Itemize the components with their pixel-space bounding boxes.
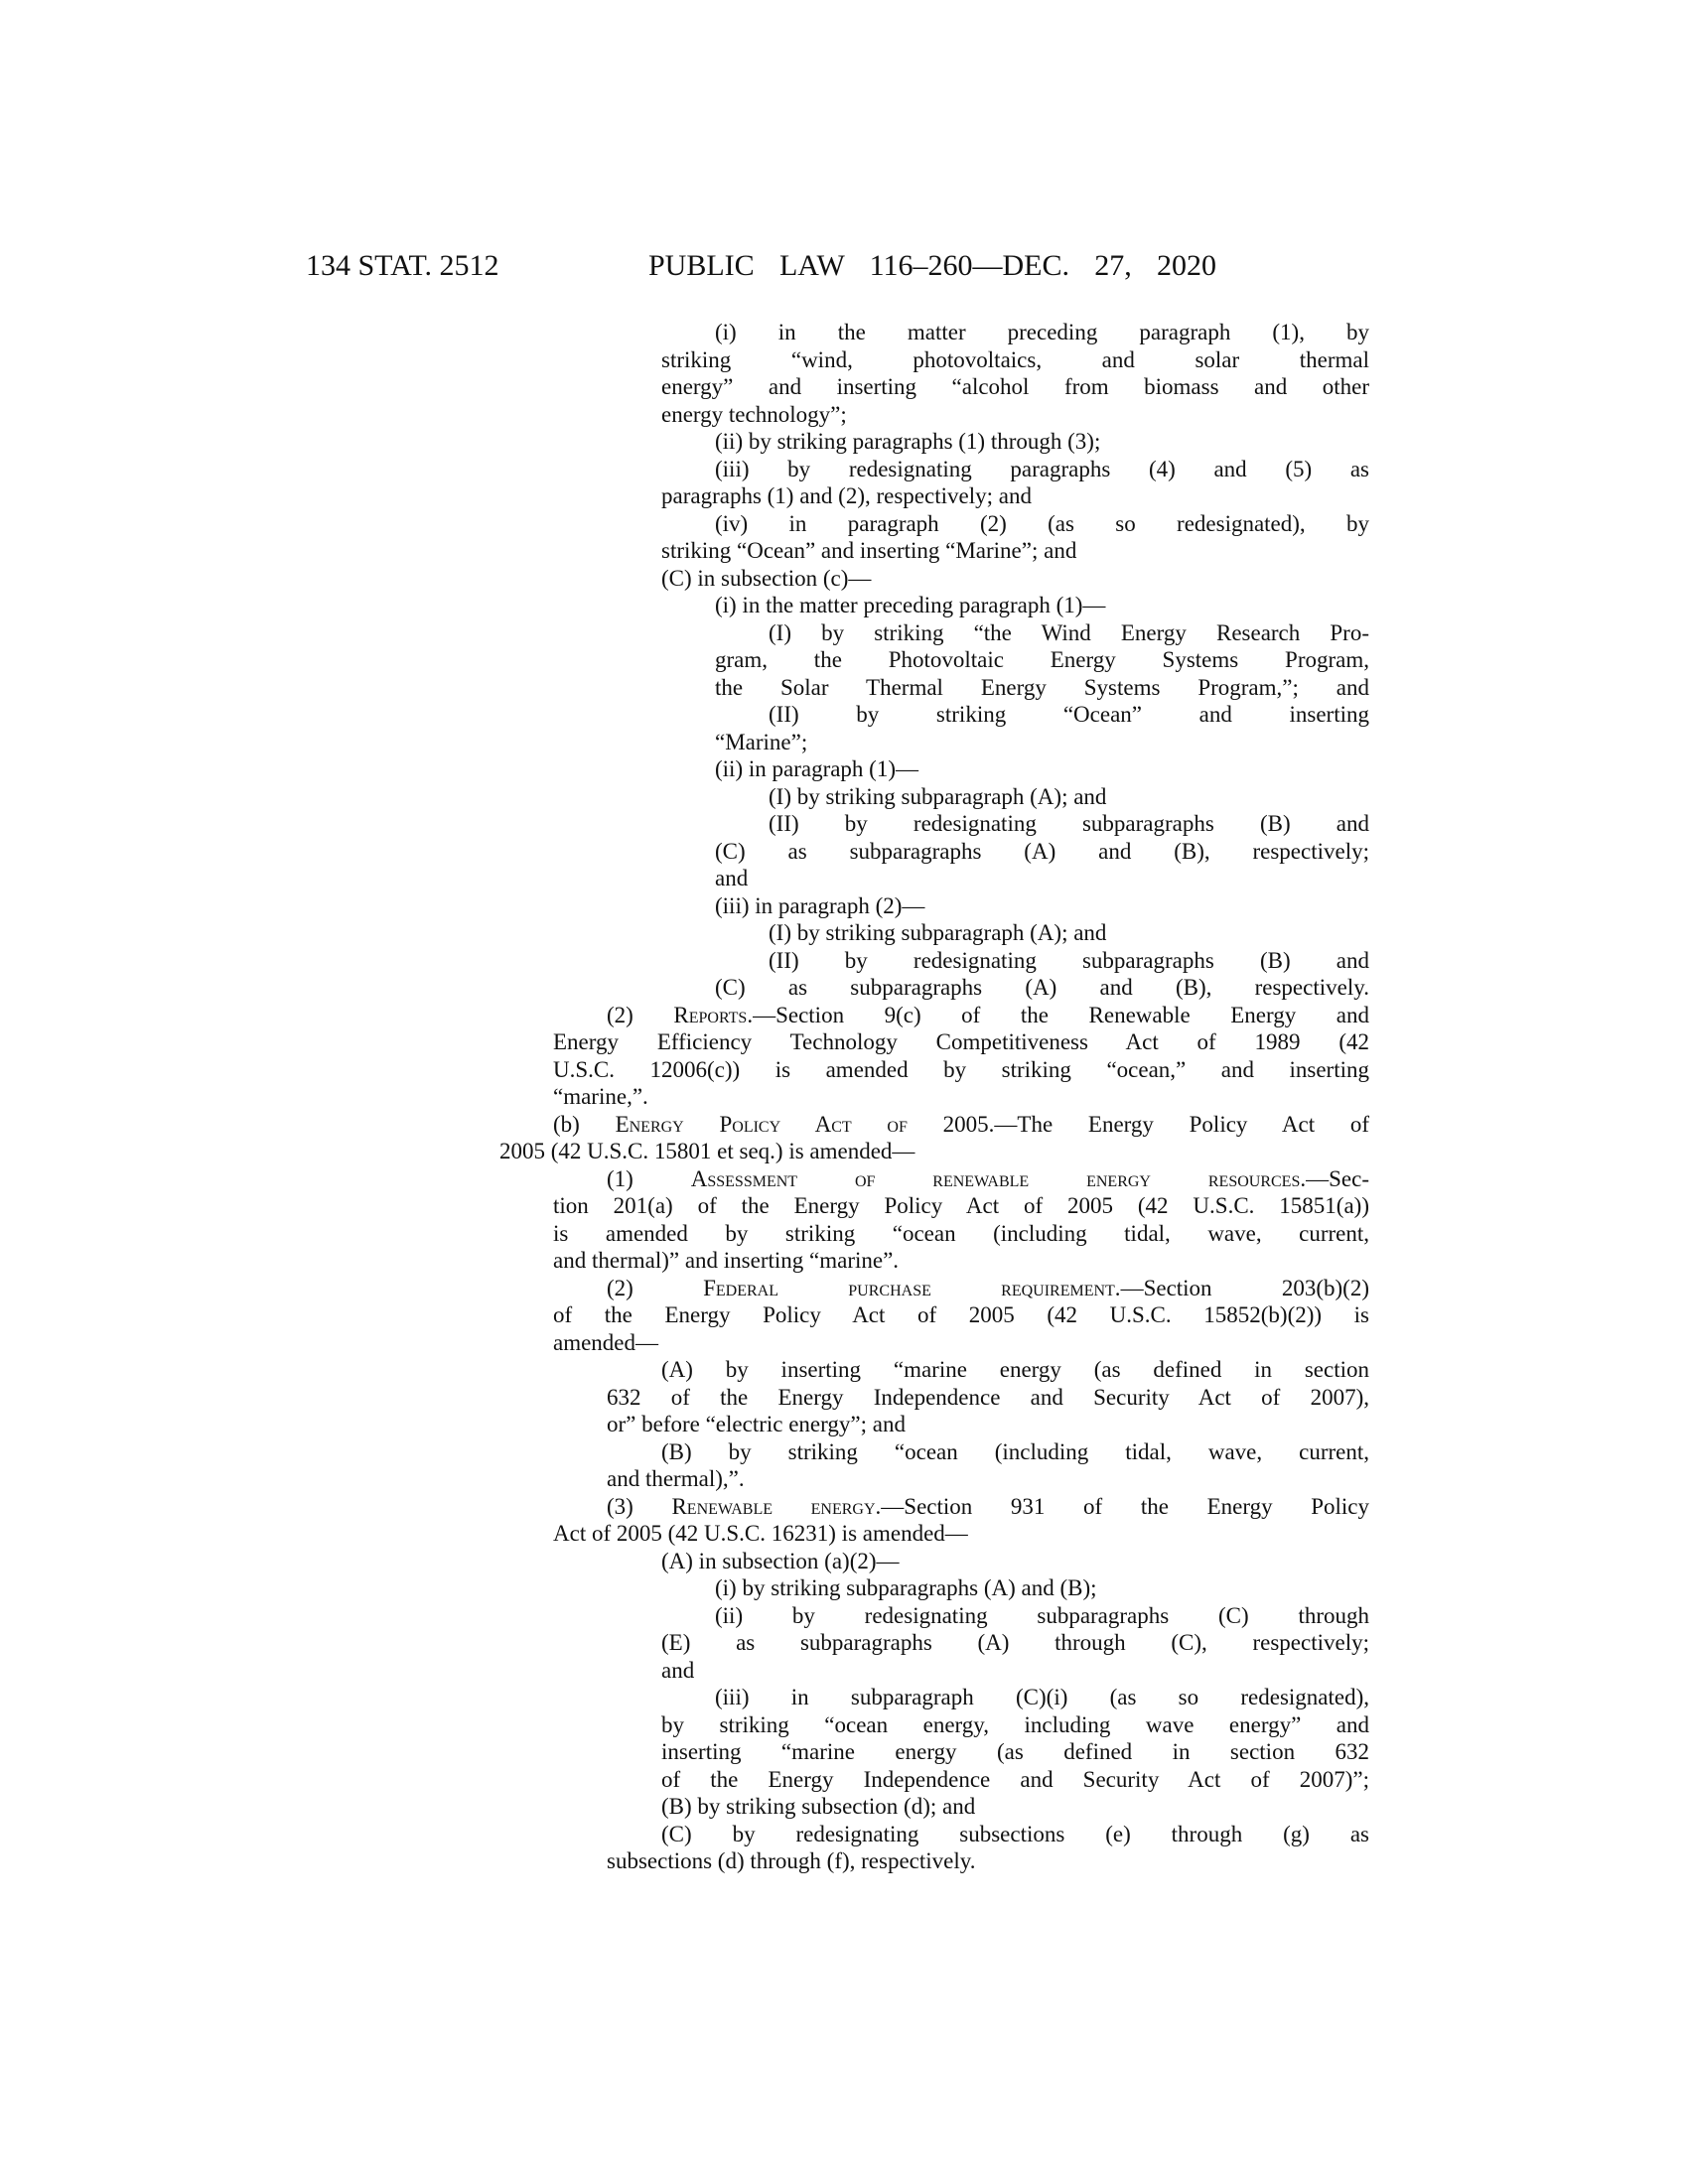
text-line: striking “wind, photovoltaics, and solar thermal: [661, 346, 1369, 372]
text-line: Act of 2005 (42 U.S.C. 16231) is amended—: [553, 1521, 968, 1546]
text-line: and: [715, 866, 749, 890]
text-line: inserting “marine energy (as defined in section 632: [661, 1739, 1369, 1764]
text-line: by striking “ocean energy, including wave energy” and: [661, 1711, 1369, 1737]
text-segment: (2): [607, 1275, 704, 1300]
text-line: (i) in the matter preceding paragraph (1), by: [715, 320, 1369, 344]
text-line: (I) by striking “the Wind Energy Research Pro-: [769, 619, 1369, 645]
text-line: energy” and inserting “alcohol from biomass and other: [661, 374, 1369, 399]
text-segment: —The Energy Policy Act of: [994, 1111, 1370, 1137]
text-line: (B) by striking subsection (d); and: [661, 1794, 976, 1819]
text-line: and: [661, 1657, 695, 1683]
text-line: (iv) in paragraph (2) (as so redesignated), by: [715, 510, 1369, 536]
text-segment: —Section 203(b)(2): [1120, 1275, 1369, 1300]
stat-page-number: 134 STAT. 2512: [306, 249, 499, 282]
text-line: (I) by striking subparagraph (A); and: [769, 920, 1107, 945]
text-line: (iii) in subparagraph (C)(i) (as so redesignated),: [715, 1685, 1369, 1709]
text-line: U.S.C. 12006(c)) is amended by striking “ocean,” and inserting: [553, 1056, 1369, 1082]
text-line: [607, 1002, 1369, 1029]
text-line: amended—: [553, 1329, 659, 1355]
section-heading: Federal purchase requirement.: [703, 1275, 1121, 1300]
text-line: (E) as subparagraphs (A) through (C), respectively;: [661, 1630, 1369, 1655]
text-line: [607, 1165, 1369, 1193]
text-line: or” before “electric energy”; and: [607, 1412, 906, 1436]
text-line: (II) by striking “Ocean” and inserting: [769, 702, 1369, 727]
text-line: and thermal)” and inserting “marine”.: [553, 1248, 900, 1273]
text-line: [607, 1275, 1369, 1302]
text-line: of the Energy Policy Act of 2005 (42 U.S.C. 15852(b)(2)) is: [553, 1302, 1369, 1327]
text-line: (i) in the matter preceding paragraph (1)—: [715, 593, 1106, 617]
text-segment: —Section 9(c) of the Renewable Energy and: [753, 1002, 1369, 1027]
text-line: is amended by striking “ocean (including tidal, wave, current,: [553, 1220, 1369, 1246]
text-line: (ii) in paragraph (1)—: [715, 756, 919, 781]
section-heading: Assessment of renewable energy resources.: [690, 1165, 1307, 1191]
text-line: subsections (d) through (f), respectively.: [607, 1848, 976, 1873]
text-line: [607, 1493, 1369, 1521]
text-line: (B) by striking “ocean (including tidal, wave, current,: [661, 1438, 1369, 1464]
text-line: “marine,”.: [553, 1084, 648, 1109]
text-line: (C) as subparagraphs (A) and (B), respectively;: [715, 838, 1369, 864]
text-line: of the Energy Independence and Security Act of 2007)”;: [661, 1766, 1369, 1792]
text-line: tion 201(a) of the Energy Policy Act of 2005 (42 U.S.C. 15851(a)): [553, 1193, 1369, 1218]
text-segment: —Sec-: [1306, 1165, 1369, 1191]
text-line: (II) by redesignating subparagraphs (B) and: [769, 811, 1369, 836]
section-heading: Energy Policy Act of 2005.: [615, 1111, 995, 1137]
text-line: and thermal),”.: [607, 1466, 745, 1491]
section-heading: Reports.: [673, 1002, 754, 1027]
text-line: (iii) by redesignating paragraphs (4) and (5) as: [715, 456, 1369, 481]
text-line: (I) by striking subparagraph (A); and: [769, 783, 1107, 809]
text-line: (A) by inserting “marine energy (as defined in section: [661, 1357, 1369, 1382]
text-line: energy technology”;: [661, 401, 847, 427]
section-heading: Renewable energy.: [671, 1493, 882, 1519]
text-segment: (1): [607, 1165, 691, 1191]
text-line: (C) in subsection (c)—: [661, 565, 872, 591]
text-segment: (3): [607, 1493, 672, 1519]
text-line: Energy Efficiency Technology Competitiveness Act of 1989 (42: [553, 1029, 1369, 1054]
text-line: (ii) by redesignating subparagraphs (C) through: [715, 1602, 1369, 1628]
text-line: “Marine”;: [715, 729, 808, 754]
text-line: (i) by striking subparagraphs (A) and (B);: [715, 1575, 1097, 1600]
text-line: striking “Ocean” and inserting “Marine”; and: [661, 538, 1077, 563]
running-header-public-law: PUBLIC LAW 116–260—DEC. 27, 2020: [648, 249, 1216, 282]
text-line: (C) as subparagraphs (A) and (B), respectively.: [715, 975, 1369, 1000]
text-segment: —Section 931 of the Energy Policy: [881, 1493, 1370, 1519]
text-line: (C) by redesignating subsections (e) through (g) as: [661, 1821, 1369, 1846]
text-line: [553, 1111, 1369, 1139]
text-line: (iii) in paragraph (2)—: [715, 892, 925, 918]
text-line: 632 of the Energy Independence and Security Act of 2007),: [607, 1384, 1369, 1410]
text-line: gram, the Photovoltaic Energy Systems Program,: [715, 647, 1369, 672]
text-segment: (b): [553, 1111, 616, 1137]
text-line: (A) in subsection (a)(2)—: [661, 1548, 900, 1573]
text-line: 2005 (42 U.S.C. 15801 et seq.) is amended—: [499, 1139, 915, 1163]
text-line: (ii) by striking paragraphs (1) through (3);: [715, 429, 1101, 454]
text-line: paragraphs (1) and (2), respectively; and: [661, 483, 1032, 508]
text-line: the Solar Thermal Energy Systems Program,”; and: [715, 674, 1369, 700]
text-line: (II) by redesignating subparagraphs (B) and: [769, 947, 1369, 973]
text-segment: (2): [607, 1002, 674, 1027]
